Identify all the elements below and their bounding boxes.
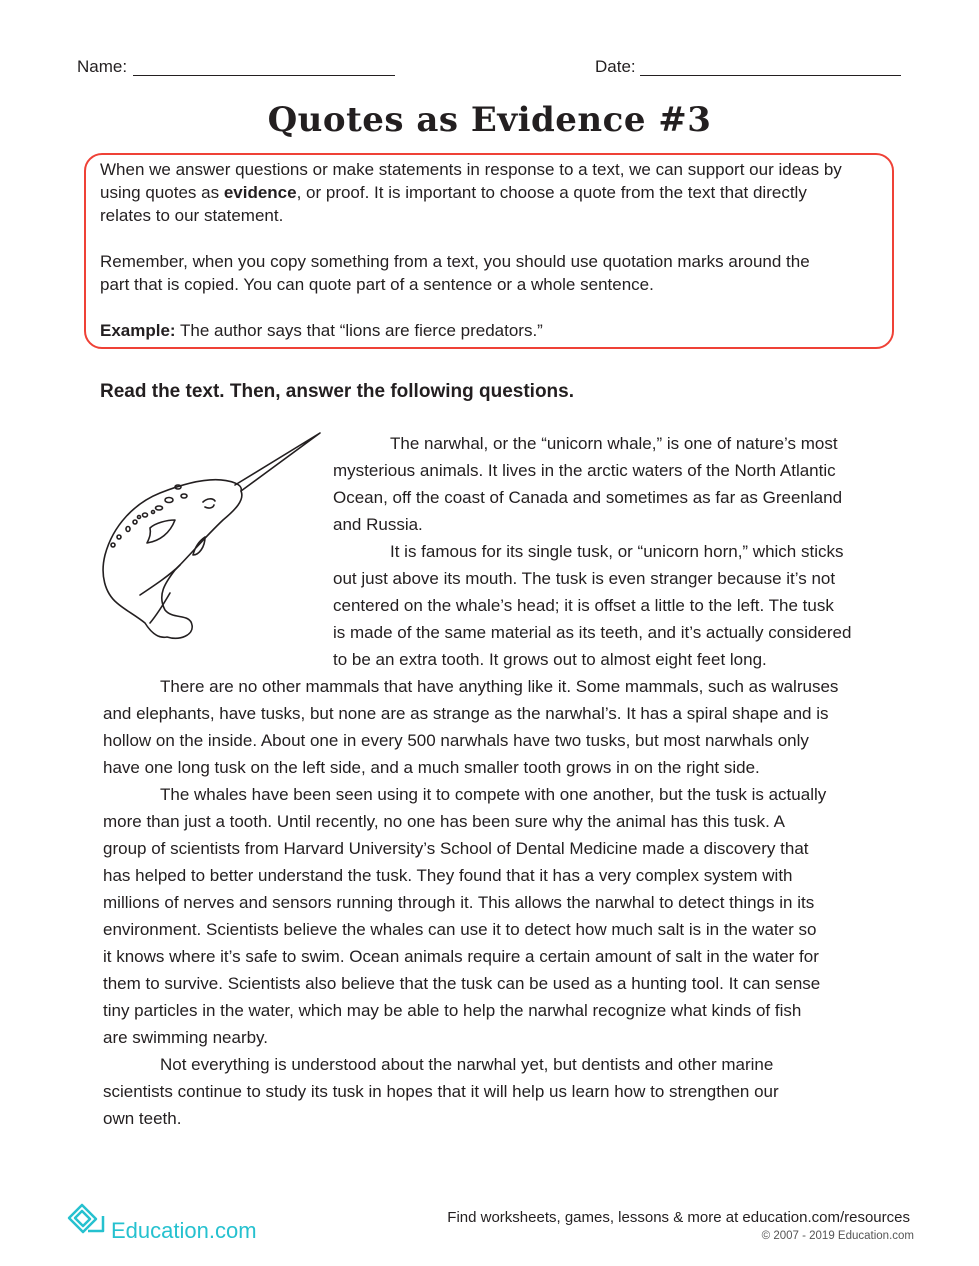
passage-line: The whales have been seen using it to compete with one another, but the tusk is actually [160,785,827,804]
passage-line: tiny particles in the water, which may be able to help the narwhal recognize what kinds of fish [103,1001,802,1020]
text-segment: When we answer questions or make statements in response to a text, we can support our ideas by [100,160,842,179]
text-segment: part that is copied. You can quote part of a sentence or a whole sentence. [100,275,654,294]
text-segment: relates to our statement. [100,206,284,225]
passage-line: Ocean, off the coast of Canada and sometimes as far as Greenland [333,488,843,507]
passage-line: and elephants, have tusks, but none are as strange as the narwhal’s. It has a spiral shape and is [103,704,829,723]
text-segment: The author says that “lions are fierce predators.” [175,321,543,340]
passage-line: it knows where it’s safe to swim. Ocean animals require a certain amount of salt in the water for [103,947,819,966]
copyright: © 2007 - 2019 Education.com [761,1230,914,1242]
passage-line: mysterious animals. It lives in the arctic waters of the North Atlantic [333,461,836,480]
narwhal-eye [203,499,215,508]
passage-line: scientists continue to study its tusk in hopes that it will help us learn how to strengthen our [103,1082,779,1101]
logo-text: Education.com [111,1218,257,1243]
passage-line: hollow on the inside. About one in every 500 narwhals have two tusks, but most narwhals only [103,731,809,750]
instructions: Read the text. Then, answer the following questions. [100,381,574,402]
text-segment: Remember, when you copy something from a text, you should use quotation marks around the [100,252,810,271]
passage-line: group of scientists from Harvard University’s School of Dental Medicine made a discovery that [103,839,809,858]
passage-line: own teeth. [103,1109,182,1128]
passage-line: There are no other mammals that have anything like it. Some mammals, such as walruses [160,677,839,696]
passage-line: is made of the same material as its teeth, and it’s actually considered [333,623,852,642]
info-box-line [100,206,283,226]
narwhal-flipper [147,520,175,543]
passage-line: and Russia. [333,515,423,534]
passage-line: are swimming nearby. [103,1028,269,1047]
passage-line: centered on the whale’s head; it is offset a little to the left. The tusk [333,596,834,615]
passage-line: has helped to better understand the tusk. They found that it has a very complex system with [103,866,793,885]
passage-line: Not everything is understood about the narwhal yet, but dentists and other marine [160,1055,774,1074]
date-label: Date: [595,57,636,76]
page-title: Quotes as Evidence #3 [267,100,712,140]
info-box-line [100,160,842,180]
info-box-line [100,321,543,341]
date-blank[interactable] [640,75,901,76]
passage-line: to be an extra tooth. It grows out to almost eight feet long. [333,650,767,669]
passage-line: more than just a tooth. Until recently, no one has been sure why the animal has this tusk. A [103,812,785,831]
text-segment: using quotes as [100,183,224,202]
passage-line: environment. Scientists believe the whales can use it to detect how much salt is in the water so [103,920,817,939]
text-segment: , or proof. It is important to choose a quote from the text that directly [296,183,807,202]
bold-term: Example: [100,321,176,340]
narwhal-illustration [95,425,330,655]
passage-line: It is famous for its single tusk, or “unicorn horn,” which sticks [390,542,844,561]
info-box-line [100,275,654,295]
info-box-line [100,183,807,203]
info-box-line [100,252,810,272]
narwhal-tusk [235,433,320,491]
education-logo-icon [66,1200,106,1240]
passage-line: The narwhal, or the “unicorn whale,” is one of nature’s most [390,434,838,453]
passage-line: millions of nerves and sensors running through it. This allows the narwhal to detect things in its [103,893,815,912]
name-blank[interactable] [133,75,395,76]
name-label: Name: [77,57,128,76]
bold-term: evidence [223,183,297,202]
passage-line: out just above its mouth. The tusk is even stranger because it’s not [333,569,836,588]
narwhal-body [103,480,242,639]
passage-line: have one long tusk on the left side, and a much smaller tooth grows in on the right side. [103,758,760,777]
passage-line: them to survive. Scientists also believe that the tusk can be used as a hunting tool. It can sense [103,974,821,993]
footer-tagline: Find worksheets, games, lessons & more at education.com/resources [447,1209,910,1226]
